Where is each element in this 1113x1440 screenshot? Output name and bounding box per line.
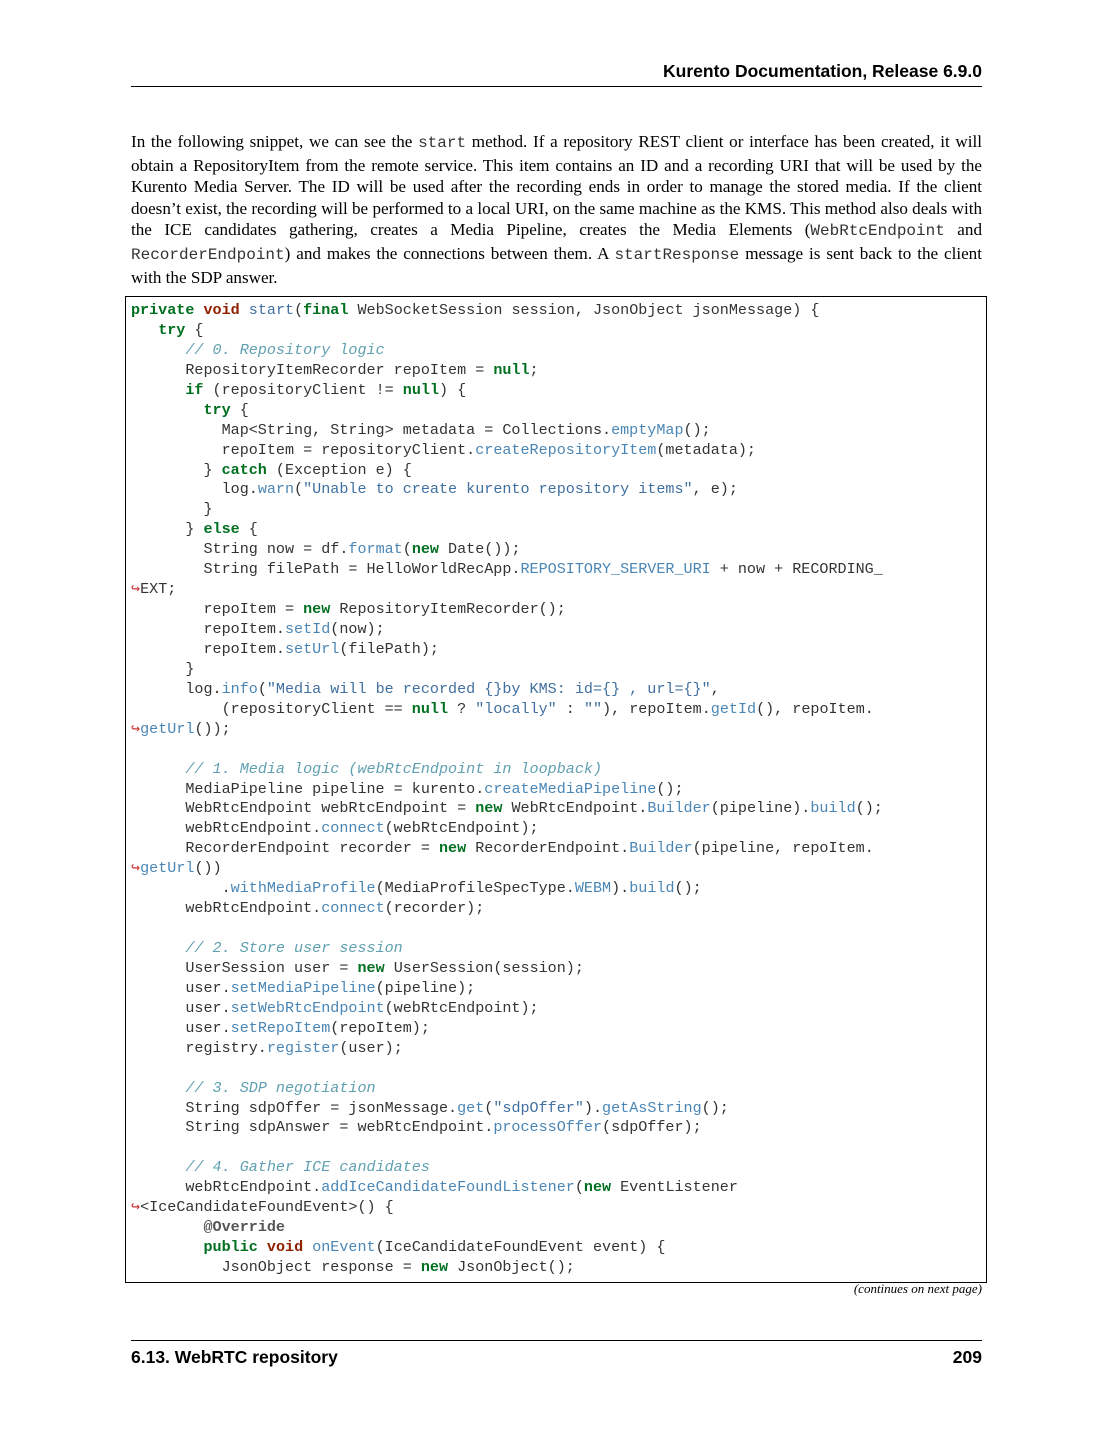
code-token: (webRtcEndpoint); xyxy=(384,819,539,838)
code-token xyxy=(258,1238,267,1256)
code-token: format xyxy=(348,540,403,559)
code-token: repoItem = repositoryClient. xyxy=(131,440,476,459)
code-token: build xyxy=(629,879,675,898)
code-token: (repoItem); xyxy=(330,1018,430,1037)
code-token: Map<String, String> metadata = Collections. xyxy=(131,420,612,439)
code-token: connect xyxy=(321,899,385,918)
code-token: "Media will be recorded {}by KMS: id={} , url={}" xyxy=(266,679,711,698)
code-line xyxy=(131,939,883,959)
code-token: connect xyxy=(321,819,385,838)
code-token: repoItem. xyxy=(131,639,285,658)
code-token: RecorderEndpoint recorder = xyxy=(131,839,439,858)
code-token: new xyxy=(411,540,439,559)
code-token: <IceCandidateFoundEvent>() { xyxy=(140,1198,394,1217)
code-line xyxy=(131,1238,883,1258)
code-token: (); xyxy=(855,799,883,818)
intro-text-2: method. If a repository REST client or interface has been created, it will obtain a RepositoryItem from the remote service. This item contains an ID and a recording URI that will be used by the Kurento Media Server. The ID will be used after the recording ends in order to manage the stored media. If the client doesn’t exist, the recording will be performed to a local URI, on the same machine as the KMS. This method also deals with the ICE candidates gathering, creates a Media Pipeline, creates the Media Elements ( xyxy=(131,132,983,240)
code-token: new xyxy=(438,839,467,858)
code-token xyxy=(131,1158,185,1176)
code-listing xyxy=(131,301,883,1278)
code-line xyxy=(131,381,883,401)
code-token xyxy=(303,1238,312,1256)
code-token: EventListener xyxy=(611,1178,738,1197)
code-token: getUrl xyxy=(140,859,195,878)
code-token: (Exception e) { xyxy=(266,460,412,479)
code-token: (user); xyxy=(339,1038,403,1057)
code-line xyxy=(131,1019,883,1039)
code-token: (IceCandidateFoundEvent event) { xyxy=(375,1238,666,1257)
inline-code-startresponse: startResponse xyxy=(614,245,740,264)
code-line xyxy=(131,780,883,800)
code-token: ; xyxy=(529,360,539,379)
code-token: getUrl xyxy=(140,719,195,738)
code-token: "Unable to create kurento repository items" xyxy=(303,480,693,499)
code-token: null xyxy=(493,360,530,379)
code-token: new xyxy=(303,600,331,619)
continues-note: (continues on next page) xyxy=(853,1281,982,1296)
code-token: ), repoItem. xyxy=(602,699,711,718)
code-token: REPOSITORY_SERVER_URI xyxy=(520,560,711,579)
code-token: "sdpOffer" xyxy=(493,1098,584,1117)
code-token: // 3. SDP negotiation xyxy=(185,1078,376,1097)
code-token: build xyxy=(810,799,856,818)
code-token xyxy=(131,1218,203,1236)
code-token: getAsString xyxy=(602,1098,702,1117)
code-token: "" xyxy=(583,699,603,718)
code-line xyxy=(131,819,883,839)
code-line xyxy=(131,441,883,461)
code-token: getId xyxy=(710,699,757,718)
line-wrap-icon: ↪ xyxy=(131,580,141,599)
line-wrap-icon: ↪ xyxy=(131,859,141,878)
intro-text-5: message is sent back to the client with the SDP answer. xyxy=(131,243,982,287)
code-token: WebRtcEndpoint webRtcEndpoint = xyxy=(131,799,476,818)
code-token: ). xyxy=(611,879,630,898)
code-token: onEvent xyxy=(312,1238,376,1257)
code-token: UserSession user = xyxy=(131,958,358,977)
code-token: ( xyxy=(574,1178,584,1197)
code-token: get xyxy=(457,1098,485,1117)
code-token: . xyxy=(131,879,231,898)
code-token: RepositoryItemRecorder(); xyxy=(330,600,566,619)
code-token: warn xyxy=(257,480,295,499)
code-token: (metadata); xyxy=(656,440,756,459)
code-token: try xyxy=(158,320,186,339)
footer-section-title: 6.13. WebRTC repository xyxy=(131,1347,338,1367)
code-line xyxy=(131,1218,883,1238)
code-token: new xyxy=(420,1258,449,1276)
code-token: repoItem. xyxy=(131,620,285,638)
code-token: String sdpOffer = jsonMessage. xyxy=(131,1098,458,1117)
code-token: ()); xyxy=(194,719,231,738)
code-line xyxy=(131,760,883,780)
code-token: null xyxy=(402,380,439,399)
code-token: register xyxy=(266,1038,340,1057)
code-line xyxy=(131,1198,883,1218)
code-line xyxy=(131,999,883,1019)
code-token: setId xyxy=(284,620,331,638)
code-block xyxy=(125,296,987,1283)
code-token: new xyxy=(583,1178,612,1197)
code-line xyxy=(131,1079,883,1099)
code-token: ? xyxy=(448,699,476,718)
code-line xyxy=(131,540,883,560)
code-token: JsonObject(); xyxy=(448,1258,575,1276)
code-token: Builder xyxy=(647,799,711,818)
code-token xyxy=(131,381,185,399)
code-line xyxy=(131,1059,883,1079)
code-line xyxy=(131,600,883,620)
code-token: (); xyxy=(683,420,711,439)
inline-code-start: start xyxy=(418,134,467,152)
inline-code-webrtcendpoint: WebRtcEndpoint xyxy=(810,222,945,241)
code-token: MediaPipeline pipeline = kurento. xyxy=(131,779,485,798)
code-token: EXT; xyxy=(140,580,177,599)
code-line xyxy=(131,899,883,919)
code-token: withMediaProfile xyxy=(230,879,376,898)
code-token: setMediaPipeline xyxy=(230,978,376,997)
code-token: : xyxy=(556,699,584,718)
code-token: (MediaProfileSpecType. xyxy=(375,879,575,898)
code-line xyxy=(131,341,883,361)
code-token: (pipeline, repoItem. xyxy=(692,839,874,858)
code-line xyxy=(131,1039,883,1059)
code-line xyxy=(131,859,883,879)
running-header-title: Kurento Documentation, Release 6.9.0 xyxy=(663,61,982,81)
code-token xyxy=(131,401,203,419)
code-line xyxy=(131,839,883,859)
code-line xyxy=(131,1258,883,1278)
code-token: RepositoryItemRecorder repoItem = xyxy=(131,360,494,379)
code-line xyxy=(131,919,883,939)
intro-text-3: and xyxy=(944,220,982,240)
code-token: "locally" xyxy=(475,699,557,718)
code-line xyxy=(131,660,883,680)
code-line xyxy=(131,979,883,999)
code-line xyxy=(131,580,883,600)
code-line xyxy=(131,799,883,819)
code-line xyxy=(131,959,883,979)
code-line xyxy=(131,1099,883,1119)
code-line xyxy=(131,1118,883,1138)
code-token xyxy=(131,341,185,359)
code-token: ( xyxy=(294,301,304,319)
code-token: UserSession(session); xyxy=(384,958,584,977)
code-token: , xyxy=(710,679,720,698)
code-token xyxy=(131,1238,203,1256)
code-token: Builder xyxy=(629,839,693,858)
code-token: (recorder); xyxy=(384,899,485,918)
code-token: (pipeline). xyxy=(710,799,811,818)
code-token: { xyxy=(185,320,204,339)
code-token xyxy=(131,321,158,339)
code-token: user. xyxy=(131,998,231,1017)
code-token: repoItem = xyxy=(131,600,304,619)
code-token: processOffer xyxy=(493,1118,603,1137)
code-token: user. xyxy=(131,1018,231,1037)
code-token xyxy=(131,1079,185,1097)
code-token: catch xyxy=(221,460,267,479)
code-token: user. xyxy=(131,978,231,997)
header-rule xyxy=(131,86,982,87)
code-line xyxy=(131,560,883,580)
code-token: (); xyxy=(674,879,702,898)
code-line xyxy=(131,680,883,700)
code-token: (); xyxy=(701,1098,729,1117)
code-token: ( xyxy=(294,480,304,499)
code-token: registry. xyxy=(131,1038,267,1057)
code-token: null xyxy=(411,699,449,718)
code-line xyxy=(131,1158,883,1178)
code-token: WebRtcEndpoint. xyxy=(502,799,648,818)
inline-code-recorderendpoint: RecorderEndpoint xyxy=(131,245,285,264)
code-token: WEBM xyxy=(574,879,612,898)
code-token: log. xyxy=(131,679,222,698)
code-line xyxy=(131,700,883,720)
code-token: Date()); xyxy=(439,540,521,559)
code-line xyxy=(131,620,883,640)
code-line xyxy=(131,1138,883,1158)
code-token: (webRtcEndpoint); xyxy=(384,998,539,1017)
code-token: setUrl xyxy=(284,639,340,658)
code-token: if xyxy=(185,380,204,399)
code-token: createMediaPipeline xyxy=(484,779,657,798)
code-line xyxy=(131,321,883,341)
code-token: webRtcEndpoint. xyxy=(131,819,322,838)
code-token: new xyxy=(357,958,385,977)
code-token xyxy=(131,760,185,778)
code-token: String now = df. xyxy=(131,540,349,559)
code-line xyxy=(131,740,883,760)
code-line xyxy=(131,461,883,481)
code-token: void xyxy=(203,301,240,319)
code-token: ( xyxy=(402,540,412,559)
code-token: { xyxy=(230,400,249,419)
code-token: (repositoryClient == xyxy=(131,699,412,718)
intro-text-4: ) and makes the connections between them. A xyxy=(284,243,615,263)
code-token: setWebRtcEndpoint xyxy=(230,998,385,1017)
code-token: void xyxy=(266,1238,304,1257)
code-token: setRepoItem xyxy=(230,1018,331,1037)
code-token: (), repoItem. xyxy=(756,699,874,718)
code-token: ). xyxy=(583,1098,603,1117)
code-token: @Override xyxy=(203,1218,285,1237)
code-token: (repositoryClient != xyxy=(203,380,403,399)
code-token: ()) xyxy=(194,859,222,878)
code-line xyxy=(131,640,883,660)
code-token: String sdpAnswer = webRtcEndpoint. xyxy=(131,1118,494,1137)
code-token: JsonObject response = xyxy=(131,1258,421,1276)
code-token: emptyMap xyxy=(611,420,684,439)
code-token: { xyxy=(239,520,258,539)
footer-page-number: 209 xyxy=(952,1347,982,1367)
code-line xyxy=(131,720,883,740)
code-token: (sdpOffer); xyxy=(602,1118,702,1137)
code-token: } xyxy=(131,520,204,539)
code-line xyxy=(131,500,883,520)
code-token: // 4. Gather ICE candidates xyxy=(185,1158,430,1177)
code-token: try xyxy=(203,400,231,419)
code-token: start xyxy=(248,301,295,319)
code-line xyxy=(131,879,883,899)
code-token: else xyxy=(203,520,240,539)
code-line xyxy=(131,480,883,500)
code-token: final xyxy=(303,301,349,319)
code-line xyxy=(131,421,883,441)
code-token: log. xyxy=(131,480,258,499)
code-token: webRtcEndpoint. xyxy=(131,899,322,918)
intro-text-1: In the following snippet, we can see the xyxy=(131,132,419,151)
footer-rule xyxy=(131,1340,982,1341)
code-token: info xyxy=(221,679,258,698)
code-token: ( xyxy=(484,1098,494,1117)
code-token: (now); xyxy=(330,620,385,638)
intro-paragraph xyxy=(131,131,982,288)
line-wrap-icon: ↪ xyxy=(131,1198,141,1217)
code-line xyxy=(131,361,883,381)
code-line xyxy=(131,1178,883,1198)
code-token: private xyxy=(131,301,195,319)
code-token: } xyxy=(131,500,213,519)
code-token xyxy=(240,301,249,319)
code-token: webRtcEndpoint. xyxy=(131,1178,322,1197)
code-token xyxy=(131,939,185,957)
code-token: (pipeline); xyxy=(375,978,476,997)
code-token: // 2. Store user session xyxy=(185,939,403,957)
code-token: addIceCandidateFoundListener xyxy=(321,1178,575,1197)
code-token: (filePath); xyxy=(339,639,439,658)
code-token: String filePath = HelloWorldRecApp. xyxy=(131,560,521,579)
code-token: (); xyxy=(656,779,684,798)
code-token: createRepositoryItem xyxy=(475,440,657,459)
code-token: RecorderEndpoint. xyxy=(466,839,630,858)
code-token: } xyxy=(131,460,222,479)
code-token: , e); xyxy=(692,480,738,499)
code-token: ( xyxy=(257,679,267,698)
code-token: } xyxy=(131,659,195,678)
code-token: WebSocketSession session, JsonObject jsonMessage) { xyxy=(348,301,820,319)
code-token: // 0. Repository logic xyxy=(185,340,385,359)
code-line xyxy=(131,301,883,321)
code-token: ) { xyxy=(439,380,467,399)
line-wrap-icon: ↪ xyxy=(131,719,141,738)
code-token: + now + RECORDING_ xyxy=(710,560,883,579)
code-line xyxy=(131,520,883,540)
code-token: // 1. Media logic (webRtcEndpoint in loopback) xyxy=(185,759,603,778)
code-line xyxy=(131,401,883,421)
code-token: public xyxy=(203,1238,258,1257)
code-token: new xyxy=(475,799,503,818)
